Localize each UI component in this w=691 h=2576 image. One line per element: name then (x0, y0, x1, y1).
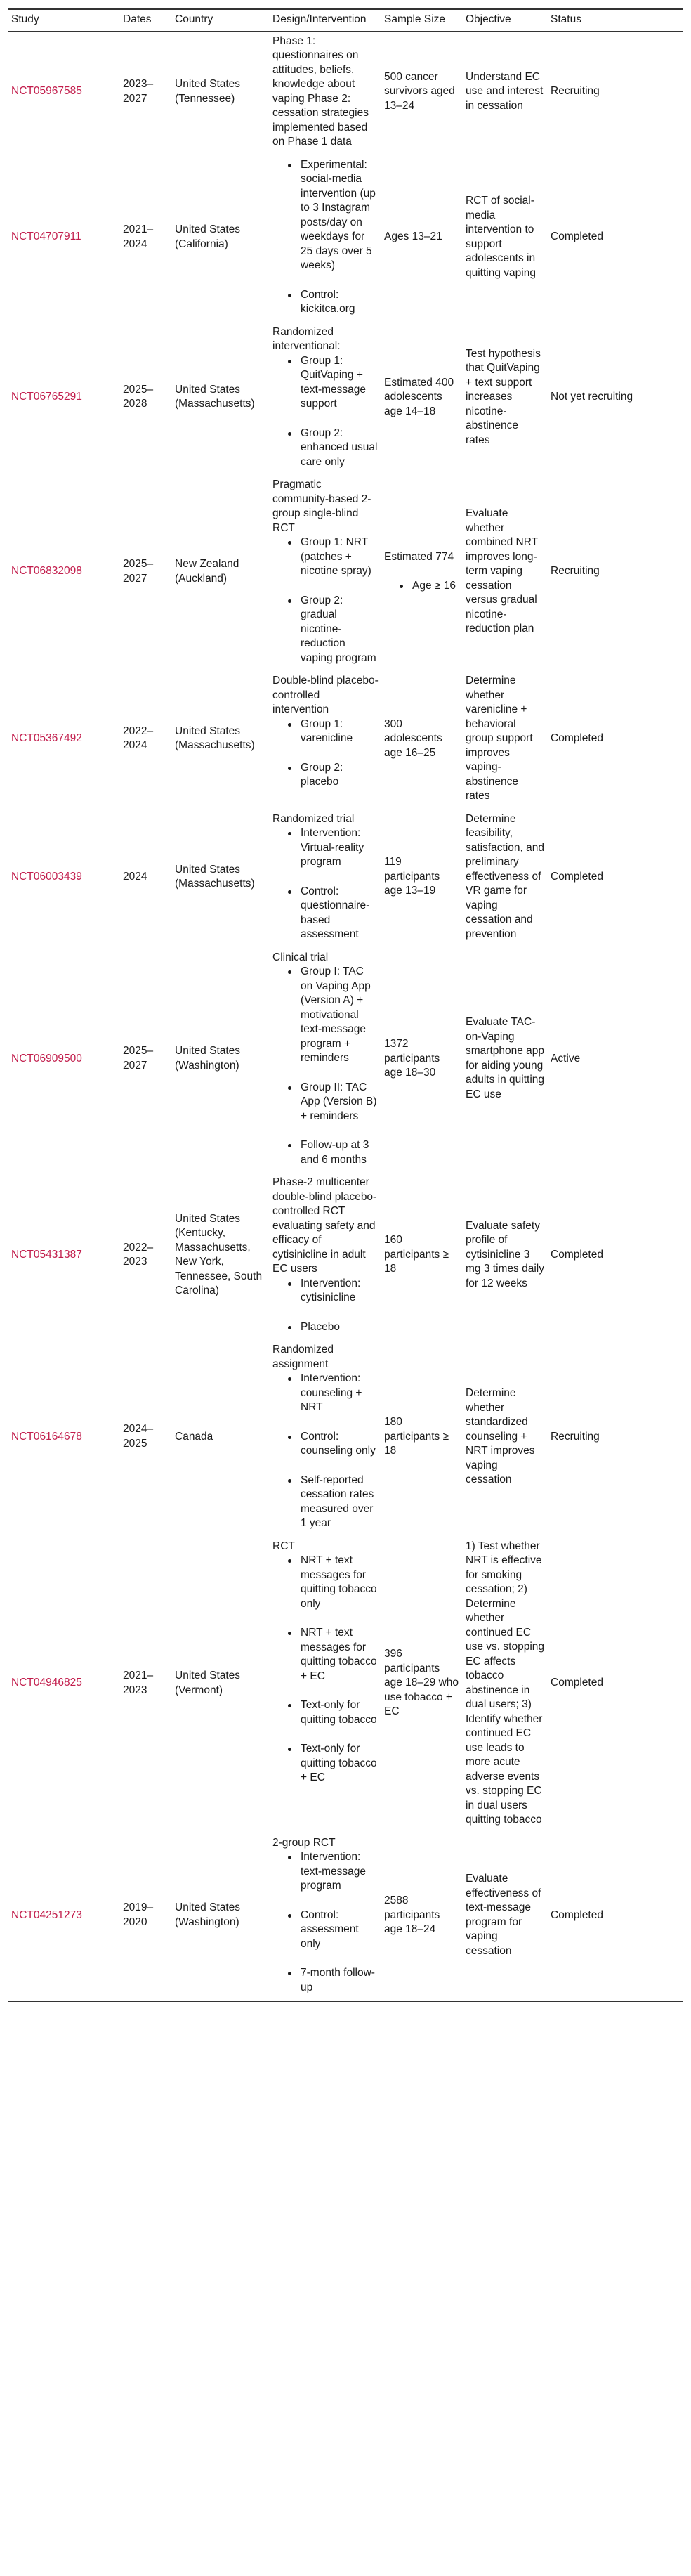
status-cell: Active (551, 1052, 581, 1065)
study-link[interactable]: NCT05367492 (11, 732, 82, 744)
design-bullet-item: Experimental: social-media intervention (up to 3 Instagram posts/day on weekdays for 25 days over 5 weeks) (301, 158, 379, 273)
objective-cell: 1) Test whether NRT is effective for smoking cessation; 2) Determine whether continued EC use vs. stopping EC affects tobacco abstinence in dual users; 3) Identify whether continued EC use leads to more acute adverse events vs. stopping EC in dual users quitting tobacco (466, 1540, 545, 1826)
status-cell: Completed (551, 1677, 603, 1689)
table-body (8, 31, 683, 2001)
design-bullet-item: Self-reported cessation rates measured over 1 year (301, 1474, 379, 1531)
table-row (8, 1537, 683, 1833)
study-cell (8, 1340, 120, 1537)
status-cell: Not yet recruiting (551, 391, 633, 403)
dates-cell: 2025–2027 (123, 558, 154, 585)
header-dates: Dates (120, 9, 172, 31)
sample-size-text: 2588 participants age 18–24 (384, 1894, 440, 1935)
dates-cell: 2024–2025 (123, 1423, 154, 1450)
dates-cell: 2021–2023 (123, 1670, 154, 1696)
dates-cell: 2025–2028 (123, 383, 154, 410)
study-cell (8, 475, 120, 671)
design-bullet-item: Text-only for quitting tobacco (301, 1698, 379, 1727)
design-cell (270, 323, 381, 476)
status-cell: Recruiting (551, 565, 600, 578)
study-link[interactable]: NCT06164678 (11, 1430, 82, 1443)
header-status: Status (548, 9, 683, 31)
status-cell: Recruiting (551, 85, 600, 98)
sample-size-text: 180 participants ≥ 18 (384, 1416, 449, 1457)
status-cell: Completed (551, 870, 603, 883)
table-row (8, 671, 683, 809)
sample-size-cell (381, 671, 463, 809)
country-cell: Canada (175, 1430, 213, 1443)
design-bullet-list (272, 1372, 379, 1531)
table-row (8, 1833, 683, 2002)
sample-size-text: Ages 13–21 (384, 230, 442, 243)
dates-cell: 2019–2020 (123, 1901, 154, 1928)
sample-size-text: 396 participants age 18–29 who use tobacco + EC (384, 1648, 459, 1718)
design-cell (270, 948, 381, 1173)
design-cell (270, 1340, 381, 1537)
design-bullet-list (272, 717, 379, 790)
objective-cell: Determine whether standardized counseling + NRT improves vaping cessation (466, 1387, 535, 1485)
objective-cell: Evaluate safety profile of cytisinicline 3 mg 3 times daily for 12 weeks (466, 1219, 544, 1289)
sample-size-text: 1372 participants age 18–30 (384, 1038, 440, 1079)
design-bullet-item: Group 2: placebo (301, 761, 379, 790)
study-link[interactable]: NCT05967585 (11, 85, 82, 98)
dates-cell: 2023–2027 (123, 78, 154, 105)
sample-size-cell (381, 323, 463, 476)
study-cell (8, 1537, 120, 1833)
country-cell: United States (Massachusetts) (175, 863, 255, 890)
design-bullet-list (272, 1850, 379, 1995)
dates-cell: 2022–2023 (123, 1241, 154, 1268)
sample-size-cell (381, 31, 463, 155)
design-bullet-item: Intervention: text-message program (301, 1850, 379, 1894)
dates-cell: 2024 (123, 870, 147, 883)
study-link[interactable]: NCT04251273 (11, 1908, 82, 1921)
design-intro-text: Phase 1: questionnaires on attitudes, beliefs, knowledge about vaping Phase 2: cessation strategies implemented based on Phase 1 data (272, 34, 369, 148)
design-bullet-list (272, 826, 379, 942)
status-cell: Completed (551, 230, 603, 243)
study-cell (8, 155, 120, 323)
design-bullet-item: Group II: TAC App (Version B) + reminders (301, 1081, 379, 1124)
sample-size-text: 119 participants age 13–19 (384, 856, 440, 897)
design-bullet-list (272, 965, 379, 1167)
design-bullet-item: 7-month follow-up (301, 1966, 379, 1995)
design-bullet-list (272, 1277, 379, 1335)
objective-cell: Evaluate whether combined NRT improves long-term vaping cessation versus gradual nicotine-reduction plan (466, 507, 538, 635)
sample-size-cell (381, 948, 463, 1173)
design-intro-text: 2-group RCT (272, 1836, 336, 1849)
header-study: Study (8, 9, 120, 31)
study-link[interactable]: NCT06003439 (11, 870, 82, 883)
status-cell: Completed (551, 1248, 603, 1261)
table-row (8, 323, 683, 476)
design-bullet-item: Placebo (301, 1320, 379, 1335)
sample-size-cell (381, 809, 463, 948)
trials-table (8, 8, 683, 2002)
study-cell (8, 323, 120, 476)
objective-cell: Test hypothesis that QuitVaping + text support increases nicotine-abstinence rates (466, 347, 541, 446)
header-country: Country (172, 9, 270, 31)
design-cell (270, 809, 381, 948)
design-cell (270, 1537, 381, 1833)
design-bullet-item: Group 1: NRT (patches + nicotine spray) (301, 535, 379, 579)
status-cell: Completed (551, 1908, 603, 1921)
design-bullet-item: Group 1: varenicline (301, 717, 379, 746)
sample-size-cell (381, 1173, 463, 1340)
dates-cell: 2025–2027 (123, 1045, 154, 1072)
sample-size-cell (381, 1537, 463, 1833)
country-cell: United States (Washington) (175, 1901, 241, 1928)
sample-size-text: 500 cancer survivors aged 13–24 (384, 70, 455, 112)
table-header (8, 9, 683, 31)
design-bullet-item: Intervention: Virtual-reality program (301, 826, 379, 870)
design-bullet-item: Intervention: cytisinicline (301, 1277, 379, 1306)
study-link[interactable]: NCT04946825 (11, 1677, 82, 1689)
study-cell (8, 31, 120, 155)
study-cell (8, 948, 120, 1173)
header-objective: Objective (463, 9, 548, 31)
study-link[interactable]: NCT06832098 (11, 565, 82, 578)
table-row (8, 31, 683, 155)
design-intro-text: Randomized trial (272, 812, 355, 825)
design-bullet-item: Group 2: enhanced usual care only (301, 427, 379, 470)
table-row (8, 475, 683, 671)
objective-cell: Evaluate effectiveness of text-message program for vaping cessation (466, 1873, 541, 1957)
design-intro-text: Randomized interventional: (272, 325, 341, 352)
status-cell: Recruiting (551, 1430, 600, 1443)
design-bullet-list (272, 1554, 379, 1785)
design-bullet-item: Control: kickitca.org (301, 288, 379, 317)
sample-size-bullet-item: Age ≥ 16 (412, 579, 460, 594)
objective-cell: Determine whether varenicline + behavioral group support improves vaping-abstinence rates (466, 675, 533, 802)
study-link[interactable]: NCT04707911 (11, 230, 81, 243)
sample-size-cell (381, 1340, 463, 1537)
design-intro-text: Clinical trial (272, 951, 329, 963)
design-intro-text: Randomized assignment (272, 1344, 334, 1370)
country-cell: United States (Washington) (175, 1045, 241, 1072)
status-cell: Completed (551, 732, 603, 744)
table-row (8, 155, 683, 323)
design-bullet-item: NRT + text messages for quitting tobacco + EC (301, 1626, 379, 1684)
design-intro-text: Pragmatic community-based 2-group single-blind RCT (272, 479, 371, 534)
country-cell: United States (Massachusetts) (175, 724, 255, 752)
sample-size-text: Estimated 400 adolescents age 14–18 (384, 376, 454, 417)
sample-size-text: 160 participants ≥ 18 (384, 1234, 449, 1275)
study-link[interactable]: NCT06765291 (11, 391, 82, 403)
study-cell (8, 1173, 120, 1340)
design-bullet-item: Group 2: gradual nicotine-reduction vaping program (301, 594, 379, 666)
sample-size-text: 300 adolescents age 16–25 (384, 717, 442, 759)
sample-size-bullet-list (384, 579, 460, 594)
design-cell (270, 155, 381, 323)
sample-size-cell (381, 1833, 463, 2002)
table-row (8, 809, 683, 948)
country-cell: United States (Tennessee) (175, 78, 241, 105)
design-cell (270, 1173, 381, 1340)
design-bullet-item: NRT + text messages for quitting tobacco only (301, 1554, 379, 1611)
design-bullet-list (272, 158, 379, 317)
table-row (8, 948, 683, 1173)
study-cell (8, 1833, 120, 2002)
sample-size-cell (381, 475, 463, 671)
header-sample-size: Sample Size (381, 9, 463, 31)
design-bullet-item: Group 1: QuitVaping + text-message support (301, 354, 379, 412)
study-link[interactable]: NCT06909500 (11, 1052, 82, 1065)
design-bullet-item: Control: assessment only (301, 1908, 379, 1952)
sample-size-cell (381, 155, 463, 323)
dates-cell: 2021–2024 (123, 223, 154, 250)
country-cell: New Zealand (Auckland) (175, 558, 239, 585)
design-bullet-item: Text-only for quitting tobacco + EC (301, 1742, 379, 1785)
design-cell (270, 475, 381, 671)
design-intro-text: Double-blind placebo-controlled intervention (272, 675, 379, 715)
design-cell (270, 31, 381, 155)
header-design: Design/Intervention (270, 9, 381, 31)
design-bullet-list (272, 354, 379, 470)
dates-cell: 2022–2024 (123, 724, 154, 752)
design-bullet-item: Follow-up at 3 and 6 months (301, 1138, 379, 1167)
design-bullet-item: Group I: TAC on Vaping App (Version A) + motivational text-message program + reminders (301, 965, 379, 1066)
country-cell: United States (California) (175, 223, 241, 250)
design-bullet-item: Intervention: counseling + NRT (301, 1372, 379, 1415)
design-cell (270, 1833, 381, 2002)
objective-cell: Determine feasibility, satisfaction, and preliminary effectiveness of VR game for vaping cessation and prevention (466, 812, 545, 940)
study-cell (8, 809, 120, 948)
objective-cell: Evaluate TAC-on-Vaping smartphone app for aiding young adults in quitting EC use (466, 1016, 545, 1100)
design-bullet-list (272, 535, 379, 665)
country-cell: United States (Vermont) (175, 1670, 241, 1696)
objective-cell: Understand EC use and interest in cessation (466, 70, 544, 112)
design-bullet-item: Control: questionnaire-based assessment (301, 885, 379, 942)
study-cell (8, 671, 120, 809)
design-cell (270, 671, 381, 809)
table-row (8, 1340, 683, 1537)
header-row (8, 9, 683, 31)
country-cell: United States (Massachusetts) (175, 383, 255, 410)
sample-size-text: Estimated 774 (384, 550, 454, 563)
table-row (8, 1173, 683, 1340)
objective-cell: RCT of social-media intervention to support adolescents in quitting vaping (466, 195, 536, 279)
design-intro-text: RCT (272, 1540, 295, 1552)
country-cell: United States (Kentucky, Massachusetts, New York, Tennessee, South Carolina) (175, 1212, 263, 1296)
study-link[interactable]: NCT05431387 (11, 1248, 82, 1261)
design-bullet-item: Control: counseling only (301, 1430, 379, 1459)
design-intro-text: Phase-2 multicenter double-blind placebo-controlled RCT evaluating safety and efficacy of cytisinicline in adult EC users (272, 1176, 377, 1275)
